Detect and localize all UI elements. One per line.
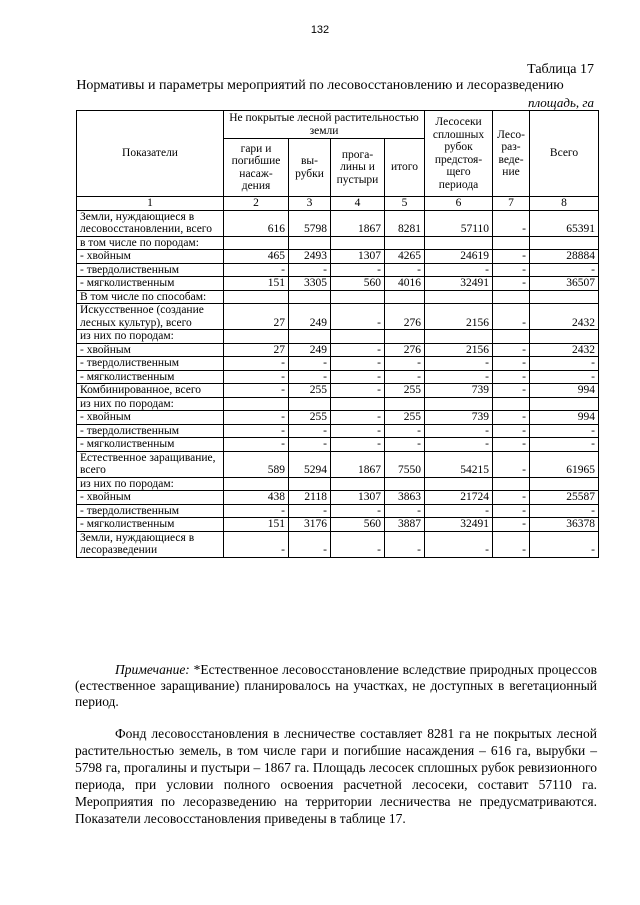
cell-value	[530, 236, 599, 250]
cell-value: 2493	[289, 250, 331, 264]
cell-value: 32491	[425, 277, 493, 291]
row-label: - мягколиственным	[77, 518, 224, 532]
cell-value	[289, 477, 331, 491]
column-number: 7	[493, 197, 530, 211]
cell-value: -	[530, 438, 599, 452]
cell-value: 589	[224, 451, 289, 477]
cell-value: 276	[385, 304, 425, 330]
cell-value	[425, 236, 493, 250]
cell-value: -	[289, 504, 331, 518]
cell-value: 3176	[289, 518, 331, 532]
cell-value	[425, 330, 493, 344]
cell-value: 54215	[425, 451, 493, 477]
cell-value	[385, 330, 425, 344]
column-number: 4	[331, 197, 385, 211]
cell-value	[493, 290, 530, 304]
cell-value	[385, 290, 425, 304]
cell-value: -	[331, 357, 385, 371]
note-label: Примечание:	[115, 662, 190, 677]
cell-value: -	[493, 277, 530, 291]
cell-value	[289, 330, 331, 344]
cell-value: -	[224, 370, 289, 384]
cell-value: -	[530, 424, 599, 438]
row-label: Естественное заращивание, всего	[77, 451, 224, 477]
column-number: 3	[289, 197, 331, 211]
cell-value: -	[425, 438, 493, 452]
cell-value: -	[289, 370, 331, 384]
cell-value: 5294	[289, 451, 331, 477]
row-label: В том числе по способам:	[77, 290, 224, 304]
cell-value: -	[224, 263, 289, 277]
table-row	[77, 451, 599, 477]
cell-value: -	[530, 357, 599, 371]
cell-value: 24619	[425, 250, 493, 264]
row-label: - мягколиственным	[77, 370, 224, 384]
row-label: из них по породам:	[77, 330, 224, 344]
cell-value: -	[493, 343, 530, 357]
column-number: 8	[530, 197, 599, 211]
cell-value	[224, 397, 289, 411]
cell-value: -	[493, 250, 530, 264]
table-row	[77, 370, 599, 384]
table-row	[77, 424, 599, 438]
cell-value: -	[331, 304, 385, 330]
cell-value: 465	[224, 250, 289, 264]
cell-value: 560	[331, 277, 385, 291]
row-label: - хвойным	[77, 491, 224, 505]
cell-value: 25587	[530, 491, 599, 505]
cell-value: 2156	[425, 304, 493, 330]
table-row	[77, 343, 599, 357]
cell-value: -	[331, 531, 385, 557]
header-glades: прога-лины и пустыри	[331, 139, 385, 197]
cell-value: 3863	[385, 491, 425, 505]
cell-value: -	[385, 531, 425, 557]
cell-value: 739	[425, 384, 493, 398]
column-number: 1	[77, 197, 224, 211]
cell-value: -	[385, 370, 425, 384]
cell-value: 57110	[425, 210, 493, 236]
page-number: 132	[310, 24, 330, 36]
cell-value: -	[331, 504, 385, 518]
cell-value	[530, 330, 599, 344]
cell-value: 994	[530, 411, 599, 425]
row-label: - твердолиственным	[77, 263, 224, 277]
cell-value: 151	[224, 277, 289, 291]
cell-value: -	[530, 263, 599, 277]
cell-value: -	[493, 263, 530, 277]
cell-value	[425, 290, 493, 304]
cell-value: 2432	[530, 304, 599, 330]
header-total: Всего	[530, 111, 599, 197]
cell-value: 61965	[530, 451, 599, 477]
cell-value: -	[289, 438, 331, 452]
cell-value: 3305	[289, 277, 331, 291]
table-row	[77, 263, 599, 277]
cell-value: 1307	[331, 491, 385, 505]
table-row	[77, 411, 599, 425]
cell-value: 4016	[385, 277, 425, 291]
cell-value: 28884	[530, 250, 599, 264]
cell-value	[493, 330, 530, 344]
cell-value: -	[493, 438, 530, 452]
cell-value: 255	[289, 411, 331, 425]
table-row	[77, 210, 599, 236]
cell-value: -	[530, 370, 599, 384]
table-row	[77, 397, 599, 411]
cell-value: 65391	[530, 210, 599, 236]
row-label: в том числе по породам:	[77, 236, 224, 250]
cell-value: -	[331, 411, 385, 425]
cell-value: -	[224, 411, 289, 425]
cell-value: -	[493, 370, 530, 384]
header-afforestation: Лесо-раз-веде-ние	[493, 111, 530, 197]
header-total-nc: итого	[385, 139, 425, 197]
cell-value: -	[425, 504, 493, 518]
cell-value: -	[331, 263, 385, 277]
cell-value	[425, 477, 493, 491]
table-row	[77, 357, 599, 371]
cell-value: 1307	[331, 250, 385, 264]
cell-value: -	[493, 304, 530, 330]
header-clearings: вы-рубки	[289, 139, 331, 197]
cell-value: -	[493, 531, 530, 557]
row-label: Земли, нуждающиеся в лесовосстановлении, всего	[77, 210, 224, 236]
cell-value: -	[493, 384, 530, 398]
cell-value: -	[331, 384, 385, 398]
cell-value: 438	[224, 491, 289, 505]
cell-value	[425, 397, 493, 411]
cell-value	[530, 397, 599, 411]
cell-value: -	[493, 357, 530, 371]
row-label: - твердолиственным	[77, 424, 224, 438]
cell-value: -	[289, 531, 331, 557]
cell-value	[331, 330, 385, 344]
table-row	[77, 277, 599, 291]
cell-value: 7550	[385, 451, 425, 477]
cell-value: -	[224, 504, 289, 518]
cell-value: 2156	[425, 343, 493, 357]
cell-value: 1867	[331, 210, 385, 236]
table-row	[77, 438, 599, 452]
column-number: 2	[224, 197, 289, 211]
cell-value: 616	[224, 210, 289, 236]
units-label: площадь, га	[527, 95, 594, 110]
cell-value: 255	[289, 384, 331, 398]
cell-value: -	[289, 263, 331, 277]
cell-value	[331, 397, 385, 411]
row-label: - мягколиственным	[77, 277, 224, 291]
cell-value	[385, 397, 425, 411]
cell-value: 27	[224, 304, 289, 330]
cell-value: -	[331, 343, 385, 357]
row-label: - хвойным	[77, 411, 224, 425]
cell-value: -	[385, 504, 425, 518]
header-felling: Лесосеки сплошных рубок предстоя-щего периода	[425, 111, 493, 197]
cell-value	[331, 236, 385, 250]
header-indicators: Показатели	[77, 111, 224, 197]
cell-value: -	[530, 531, 599, 557]
cell-value: -	[224, 424, 289, 438]
column-number-row	[77, 197, 599, 211]
cell-value: -	[331, 424, 385, 438]
table-note	[75, 662, 597, 710]
cell-value: 2432	[530, 343, 599, 357]
cell-value: -	[385, 438, 425, 452]
cell-value: 151	[224, 518, 289, 532]
table-row	[77, 250, 599, 264]
cell-value: -	[530, 504, 599, 518]
row-label: - хвойным	[77, 250, 224, 264]
cell-value: 276	[385, 343, 425, 357]
cell-value	[289, 290, 331, 304]
cell-value: 36378	[530, 518, 599, 532]
cell-value: 994	[530, 384, 599, 398]
header-not-covered: Не покрытые лесной растительностью земли	[224, 111, 425, 139]
cell-value: -	[331, 370, 385, 384]
cell-value: -	[385, 424, 425, 438]
cell-value: -	[224, 384, 289, 398]
table-row	[77, 290, 599, 304]
cell-value: 3887	[385, 518, 425, 532]
column-number: 5	[385, 197, 425, 211]
cell-value: -	[224, 438, 289, 452]
table-row	[77, 477, 599, 491]
table-body	[77, 197, 599, 558]
table-row	[77, 384, 599, 398]
cell-value: 255	[385, 384, 425, 398]
cell-value: -	[425, 531, 493, 557]
table-row	[77, 491, 599, 505]
cell-value: -	[425, 370, 493, 384]
table-row	[77, 518, 599, 532]
cell-value: -	[224, 531, 289, 557]
cell-value: 4265	[385, 250, 425, 264]
note-text: *Естественное лесовосстановление вследствие природных процессов (естественное заращивание) планировалось на участках, не доступных в вегетационный период.	[75, 662, 598, 709]
cell-value	[493, 397, 530, 411]
cell-value: 21724	[425, 491, 493, 505]
cell-value: -	[493, 424, 530, 438]
cell-value: 255	[385, 411, 425, 425]
cell-value	[289, 397, 331, 411]
cell-value: 739	[425, 411, 493, 425]
cell-value	[493, 477, 530, 491]
cell-value: 2118	[289, 491, 331, 505]
cell-value: 249	[289, 304, 331, 330]
cell-value: 560	[331, 518, 385, 532]
cell-value: 8281	[385, 210, 425, 236]
body-paragraph: Фонд лесовосстановления в лесничестве составляет 8281 га не покрытых лесной растительностью земель, в том числе гари и погибшие насаждения – 616 га, вырубки – 5798 га, прогалины и пустыри – 1867 га. Площадь лесосек сплошных рубок ревизионного периода, при условии полного освоения расчетной лесосеки, составит 57110 га. Мероприятия по лесоразведению на территории лесничества не предусматриваются. Показатели лесовосстановления приведены в таблице 17.	[75, 726, 597, 826]
cell-value	[289, 236, 331, 250]
row-label: Искусственное (создание лесных культур), всего	[77, 304, 224, 330]
table-row	[77, 304, 599, 330]
row-label: - твердолиственным	[77, 504, 224, 518]
cell-value	[530, 477, 599, 491]
cell-value: 1867	[331, 451, 385, 477]
cell-value: 36507	[530, 277, 599, 291]
row-label: - мягколиственным	[77, 438, 224, 452]
row-label: из них по породам:	[77, 397, 224, 411]
header-burns: гари и погибшие насаж-дения	[224, 139, 289, 197]
table-title: Нормативы и параметры мероприятий по лесовосстановлению и лесоразведению	[76, 78, 564, 93]
data-table	[76, 110, 599, 558]
row-label: из них по породам:	[77, 477, 224, 491]
table-row	[77, 236, 599, 250]
cell-value: -	[493, 491, 530, 505]
table-label: Таблица 17	[527, 62, 594, 77]
cell-value	[530, 290, 599, 304]
cell-value: -	[425, 263, 493, 277]
cell-value	[224, 477, 289, 491]
row-label: Земли, нуждающиеся в лесоразведении	[77, 531, 224, 557]
table-row	[77, 504, 599, 518]
cell-value: 5798	[289, 210, 331, 236]
cell-value: -	[385, 263, 425, 277]
cell-value: -	[493, 210, 530, 236]
cell-value	[224, 330, 289, 344]
cell-value: -	[385, 357, 425, 371]
cell-value: -	[289, 357, 331, 371]
cell-value: -	[331, 438, 385, 452]
cell-value: -	[425, 424, 493, 438]
cell-value	[331, 477, 385, 491]
table-row	[77, 330, 599, 344]
cell-value	[493, 236, 530, 250]
cell-value: -	[493, 451, 530, 477]
cell-value: -	[493, 411, 530, 425]
cell-value	[331, 290, 385, 304]
cell-value: -	[493, 504, 530, 518]
cell-value: -	[289, 424, 331, 438]
row-label: - твердолиственным	[77, 357, 224, 371]
cell-value: -	[224, 357, 289, 371]
cell-value	[224, 236, 289, 250]
cell-value	[385, 236, 425, 250]
cell-value: -	[493, 518, 530, 532]
cell-value	[224, 290, 289, 304]
cell-value: 249	[289, 343, 331, 357]
cell-value: -	[425, 357, 493, 371]
table-row	[77, 531, 599, 557]
cell-value	[385, 477, 425, 491]
column-number: 6	[425, 197, 493, 211]
cell-value: 32491	[425, 518, 493, 532]
row-label: - хвойным	[77, 343, 224, 357]
row-label: Комбинированное, всего	[77, 384, 224, 398]
cell-value: 27	[224, 343, 289, 357]
